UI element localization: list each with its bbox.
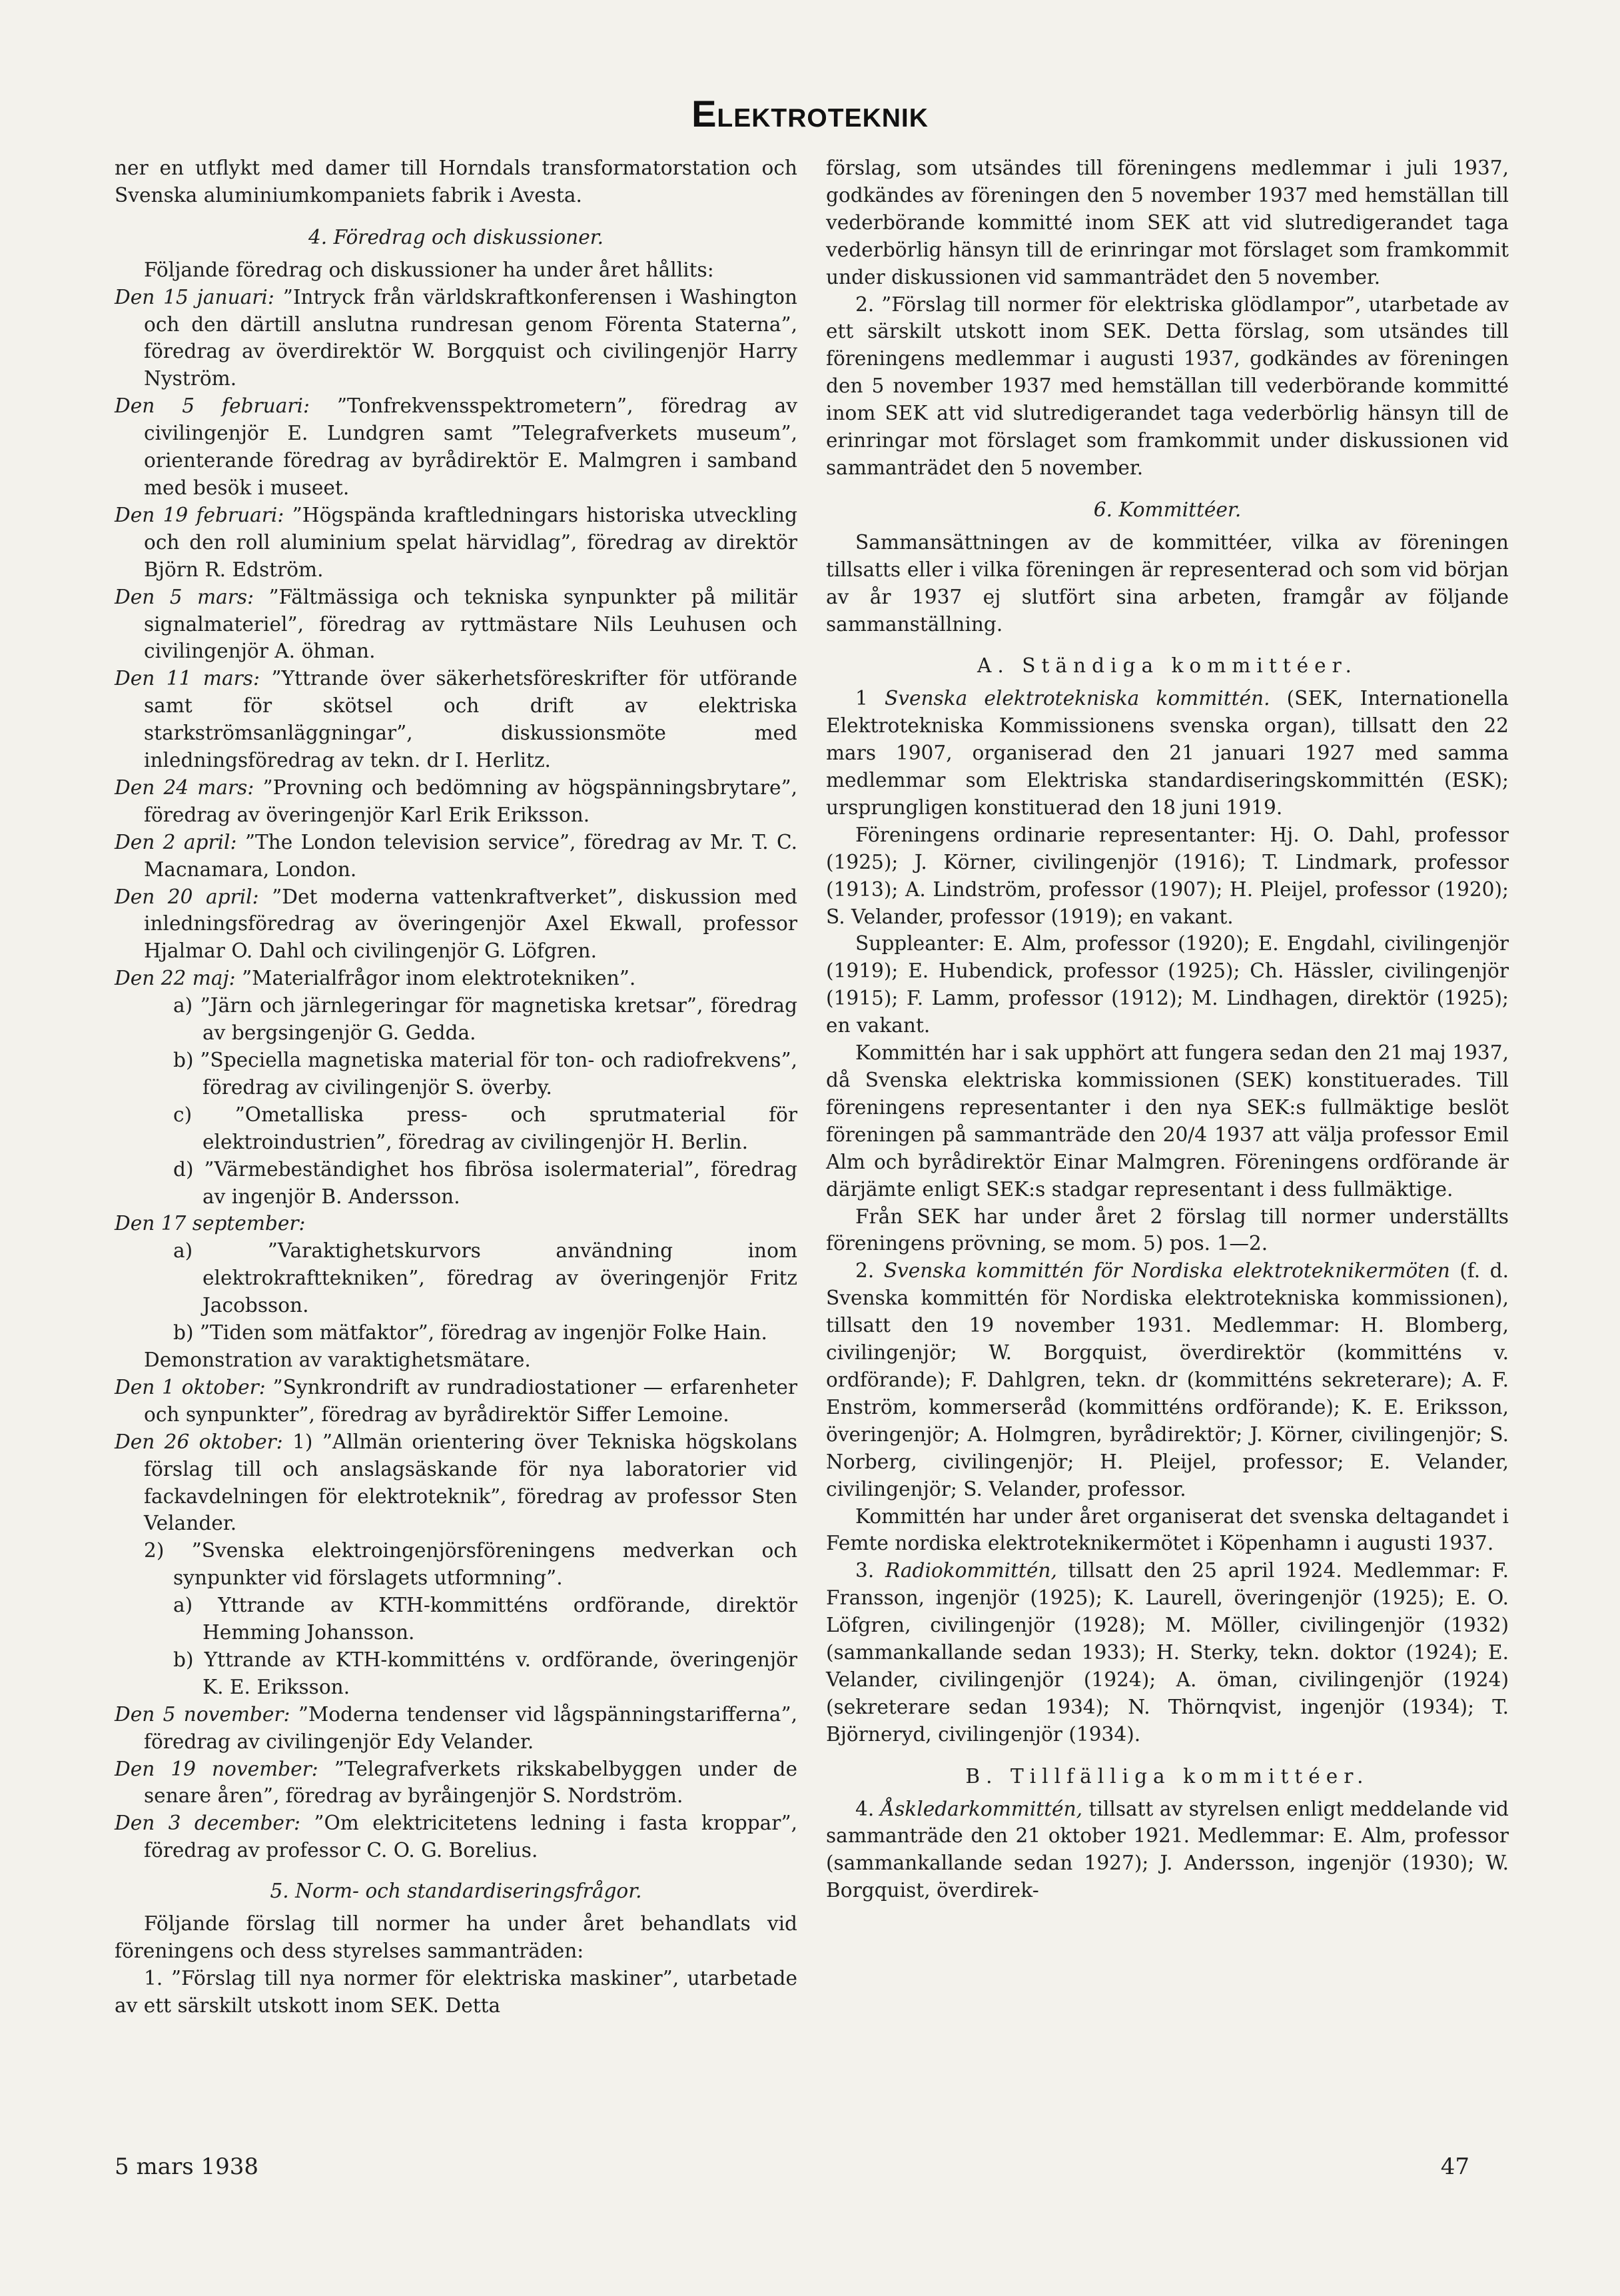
right-column-paragraph xyxy=(826,1257,1509,1502)
entry-text: ner en utflykt med damer till Horndals transformatorstation och Svenska aluminiumkompaniets fabrik i Avesta. xyxy=(115,157,797,207)
entry-text: Kommittén har i sak upphört att fungera sedan den 21 maj 1937, då Svenska elektriska kommissionen (SEK) konstituerades. Till föreningens representanter i den nya SEK:s fullmäktige beslöt föreningen på sammanträde den 20/4 1937 att välja professor Emil Alm och byrådirektör Einar Malmgren. Föreningens ordförande är därjämte enligt SEK:s stadgar representant i dess fullmäktige. xyxy=(826,1041,1509,1201)
left-column-paragraph xyxy=(115,1878,797,1905)
left-column-paragraph xyxy=(115,883,797,965)
entry-text: ”Intryck från världskraftkonferensen i Washington och den därtill anslutna rundresan genom Förenta Staterna”, föredrag av överdirektör W. Borgquist och civilingenjör Harry Nyström. xyxy=(144,285,797,390)
entry-text: 1. ”Förslag till nya normer för elektriska maskiner”, utarbetade av ett särskilt utskott inom SEK. Detta xyxy=(115,1966,797,2017)
entry-text: a) ”Järn och järnlegeringar för magnetiska kretsar”, föredrag av bergsingenjör G. Gedda. xyxy=(173,994,797,1045)
entry-label: Den 24 mars: xyxy=(115,776,254,799)
entry-text: ”Fältmässiga och tekniska synpunkter på militär signalmateriel”, föredrag av ryttmästare Nils Leuhusen och civilingenjör A. öhman. xyxy=(144,585,797,663)
page-number: 47 xyxy=(1440,2153,1469,2180)
left-column-paragraph xyxy=(115,502,797,584)
entry-text: Kommittén har under året organiserat det svenska deltagandet i Femte nordiska elektroteknikermötet i Köpenhamn i augusti 1937. xyxy=(826,1504,1509,1555)
right-column-paragraph xyxy=(826,1796,1509,1905)
entry-text: ”Det moderna vattenkraftverket”, diskussion med inledningsföredrag av överingenjör Axel Ekwall, professor Hjalmar O. Dahl och civilingenjör G. Löfgren. xyxy=(144,885,797,963)
left-column-paragraph xyxy=(115,1101,797,1156)
entry-text: 4. Föredrag och diskussioner. xyxy=(308,225,604,249)
left-column-paragraph xyxy=(115,155,797,209)
left-column-paragraph xyxy=(115,584,797,666)
entry-text: 2) ”Svenska elektroingenjörsföreningens medverkan och synpunkter vid förslagets utformning”. xyxy=(144,1539,797,1590)
left-column-paragraph xyxy=(115,1429,797,1538)
entry-label: Den 5 februari: xyxy=(115,394,310,418)
left-column-paragraph xyxy=(115,829,797,883)
right-column xyxy=(826,155,1509,1904)
entry-label: Svenska kommittén för Nordiska elektroteknikermöten xyxy=(883,1259,1450,1283)
left-column-paragraph xyxy=(115,665,797,774)
item-number: 1 xyxy=(855,687,885,710)
entry-text: förslag, som utsändes till föreningens medlemmar i juli 1937, godkändes av föreningen den 5 november 1937 med hemställan till vederbörande kommitté inom SEK att vid slutredigerandet taga vederbörlig hänsyn till de erinringar mot förslaget som framkommit under diskussionen vid sammanträdet den 5 november. xyxy=(826,157,1509,288)
entry-text: ”Provning och bedömning av högspänningsbrytare”, föredrag av överingenjör Karl Erik Eriksson. xyxy=(144,776,797,826)
entry-text: a) ”Varaktighetskurvors användning inom elektrokrafttekniken”, föredrag av överingenjör Fritz Jacobsson. xyxy=(173,1239,797,1317)
entry-label: Den 5 mars: xyxy=(115,585,254,608)
item-number: 4. xyxy=(855,1797,881,1820)
right-column-paragraph xyxy=(826,930,1509,1039)
entry-text: ”Högspända kraftledningars historiska utveckling och den roll aluminium spelat härvidlag”, föredrag av direktör Björn R. Edström. xyxy=(144,503,797,581)
entry-label: Den 11 mars: xyxy=(115,667,260,690)
entry-text: Sammansättningen av de kommittéer, vilka av föreningen tillsatts eller i vilka föreningen är representerad och som vid början av år 1937 ej slutfört sina arbeten, framgår av följande sammanställning. xyxy=(826,530,1509,636)
left-column-paragraph xyxy=(115,965,797,992)
entry-text: d) ”Värmebeständighet hos fibrösa isolermaterial”, föredrag av ingenjör B. Andersson. xyxy=(173,1157,797,1208)
entry-label: Den 5 november: xyxy=(115,1702,290,1726)
entry-text: tillsatt den 25 april 1924. Medlemmar: F. Fransson, ingenjör (1925); K. Laurell, överingenjör (1925); E. O. Löfgren, civilingenjör (1928); M. Möller, civilingenjör (1932) (sammankallande sedan 1933); H. Sterky, tekn. doktor (1924); E. Velander, civilingenjör (1924); A. öman, civilingenjör (1924) (sekreterare sedan 1934); N. Thörnqvist, ingenjör (1934); T. Björneryd, civilingenjör (1934). xyxy=(826,1559,1509,1746)
right-column-paragraph xyxy=(826,685,1509,822)
entry-text: ”The London television service”, föredrag av Mr. T. C. Macnamara, London. xyxy=(144,830,798,881)
right-column-paragraph xyxy=(826,155,1509,291)
entry-text: tillsatt av styrelsen enligt meddelande vid sammanträde den 21 oktober 1921. Medlemmar: E. Alm, professor (sammankallande sedan 1927); J. Andersson, ingenjör (1930); W. Borgquist, överdirek- xyxy=(826,1797,1509,1902)
entry-label: Den 17 september: xyxy=(115,1212,306,1235)
entry-text: Demonstration av varaktighetsmätare. xyxy=(144,1348,531,1371)
entry-text: A. Ständiga kommittéer. xyxy=(977,654,1358,678)
left-column-paragraph xyxy=(115,1237,797,1319)
right-column-paragraph xyxy=(826,496,1509,524)
item-number: 2. xyxy=(855,1259,884,1283)
entry-text: Följande föredrag och diskussioner ha under året hållits: xyxy=(144,258,714,281)
left-column-paragraph xyxy=(115,284,797,393)
left-column-paragraph xyxy=(115,1646,797,1701)
left-column-paragraph xyxy=(115,392,797,502)
entry-text: Följande förslag till normer ha under året behandlats vid föreningens och dess styrelses sammanträden: xyxy=(115,1912,797,1962)
item-number: 3. xyxy=(855,1559,885,1582)
right-column-paragraph xyxy=(826,822,1509,931)
right-column-paragraph xyxy=(826,652,1509,680)
left-column-paragraph xyxy=(115,224,797,251)
entry-label: Den 26 oktober: xyxy=(115,1430,283,1453)
left-column-paragraph xyxy=(115,1756,797,1810)
entry-text: ”Yttrande över säkerhetsföreskrifter för utförande samt för skötsel och drift av elektriska starkströmsanläggningar”, diskussionsmöte med inledningsföredrag av tekn. dr I. Herlitz. xyxy=(144,667,797,772)
left-column-paragraph xyxy=(115,1910,797,1965)
left-column-paragraph xyxy=(115,1374,797,1429)
left-column xyxy=(115,155,797,2019)
entry-text: ”Tonfrekvensspektrometern”, föredrag av civilingenjör E. Lundgren samt ”Telegrafverkets museum”, orienterande föredrag av byrådirektör E. Malmgren i samband med besök i museet. xyxy=(144,394,797,499)
entry-text: ”Synkrondrift av rundradiostationer — erfarenheter och synpunkter”, föredrag av byrådirektör Siffer Lemoine. xyxy=(144,1375,797,1426)
entry-text: b) ”Tiden som mätfaktor”, föredrag av ingenjör Folke Hain. xyxy=(173,1321,767,1345)
entry-label: Den 19 november: xyxy=(115,1757,318,1780)
entry-text: 6. Kommittéer. xyxy=(1093,498,1242,521)
entry-text: (SEK, Internationella Elektrotekniska Kommissionens svenska organ), tillsatt den 22 mars 1907, organiserad den 21 januari 1927 med samma medlemmar som Elektriska standardiseringskommittén (ESK); ursprungligen konstituerad den 18 juni 1919. xyxy=(826,687,1509,819)
left-column-paragraph xyxy=(115,774,797,829)
left-column-paragraph xyxy=(115,1810,797,1864)
right-column-paragraph xyxy=(826,1203,1509,1258)
entry-text: b) Yttrande av KTH-kommitténs v. ordförande, överingenjör K. E. Eriksson. xyxy=(173,1648,797,1698)
entry-text: Från SEK har under året 2 förslag till normer underställts föreningens prövning, se mom. 5) pos. 1—2. xyxy=(826,1205,1509,1255)
entry-text: c) ”Ometalliska press- och sprutmaterial för elektroindustrien”, föredrag av civilingenjör H. Berlin. xyxy=(173,1103,797,1153)
entry-text: 1) ”Allmän orientering över Tekniska högskolans förslag till och anslagsäskande för nya laboratorier vid fackavdelningen för elektroteknik”, föredrag av professor Sten Velander. xyxy=(144,1430,797,1535)
entry-label: Svenska elektrotekniska kommittén. xyxy=(884,687,1270,710)
entry-label: Radiokommittén, xyxy=(885,1559,1057,1582)
left-column-paragraph xyxy=(115,1592,797,1646)
right-column-paragraph xyxy=(826,1503,1509,1558)
entry-text: (f. d. Svenska kommittén för Nordiska elektrotekniska kommissionen), tillsatt den 19 november 1931. Medlemmar: H. Blomberg, civilingenjör; W. Borgquist, överdirektör (kommitténs v. ordförande); F. Dahlgren, tekn. dr (kommitténs sekreterare); A. F. Enström, kommerseråd (kommitténs ordförande); K. E. Eriksson, överingenjör; A. Holmgren, byrådirektör; J. Körner, civilingenjör; S. Norberg, civilingenjör; H. Pleijel, professor; E. Velander, civilingenjör; S. Velander, professor. xyxy=(826,1259,1509,1500)
entry-text: Föreningens ordinarie representanter: Hj. O. Dahl, professor (1925); J. Körner, civilingenjör (1916); T. Lindmark, professor (1913); A. Lindström, professor (1907); H. Pleijel, professor (1920); S. Velander, professor (1919); en vakant. xyxy=(826,823,1509,928)
left-column-paragraph xyxy=(115,1965,797,2019)
footer-date-text: 5 mars 1938 xyxy=(115,2153,258,2180)
entry-text: a) Yttrande av KTH-kommitténs ordförande, direktör Hemming Johansson. xyxy=(173,1594,797,1644)
footer-date xyxy=(115,2153,258,2180)
entry-text: ”Telegrafverkets rikskabelbyggen under de senare åren”, föredrag av byråingenjör S. Nordström. xyxy=(144,1757,797,1808)
entry-text: ”Materialfrågor inom elektrotekniken”. xyxy=(235,967,636,990)
entry-text: ”Moderna tendenser vid lågspänningstarifferna”, föredrag av civilingenjör Edy Velander. xyxy=(144,1702,797,1753)
entry-label: Den 20 april: xyxy=(115,885,259,908)
entry-label: Åskledarkommittén, xyxy=(880,1797,1083,1820)
left-column-paragraph xyxy=(115,1156,797,1211)
entry-label: Den 15 januari: xyxy=(115,285,274,308)
right-column-paragraph xyxy=(826,1763,1509,1790)
left-column-paragraph xyxy=(115,1319,797,1347)
left-column-paragraph xyxy=(115,1047,797,1101)
entry-label: Den 2 april: xyxy=(115,830,237,854)
entry-label: Den 1 oktober: xyxy=(115,1375,266,1399)
entry-label: Den 22 maj: xyxy=(115,967,236,990)
left-column-paragraph xyxy=(115,1537,797,1592)
left-column-paragraph xyxy=(115,257,797,284)
running-head: Elektroteknik xyxy=(691,93,929,135)
right-column-paragraph xyxy=(826,291,1509,482)
entry-text: 5. Norm- och standardiseringsfrågor. xyxy=(270,1880,642,1903)
left-column-paragraph xyxy=(115,1347,797,1374)
right-column-paragraph xyxy=(826,1557,1509,1748)
entry-text: Suppleanter: E. Alm, professor (1920); E. Engdahl, civilingenjör (1919); E. Hubendick, professor (1925); Ch. Hässler, civilingenjör (1915); F. Lamm, professor (1912); M. Lindhagen, direktör (1925); en vakant. xyxy=(826,932,1509,1037)
left-column-paragraph xyxy=(115,992,797,1047)
left-column-paragraph xyxy=(115,1210,797,1237)
entry-label: Den 3 december: xyxy=(115,1812,301,1835)
entry-text: b) ”Speciella magnetiska material för ton- och radiofrekvens”, föredrag av civilingenjör S. överby. xyxy=(173,1049,797,1099)
entry-text: 2. ”Förslag till normer för elektriska glödlampor”, utarbetade av ett särskilt utskott inom SEK. Detta förslag, som utsändes till föreningens medlemmar i augusti 1937, godkändes av föreningen den 5 november 1937 med hemställan till vederbörande kommitté inom SEK att vid slutredigerandet taga vederbörlig hänsyn till de erinringar mot förslaget som framkommit under diskussionen vid sammanträdet den 5 november. xyxy=(826,292,1509,479)
right-column-paragraph xyxy=(826,1039,1509,1203)
right-column-paragraph xyxy=(826,529,1509,638)
entry-label: Den 19 februari: xyxy=(115,503,284,526)
left-column-paragraph xyxy=(115,1701,797,1756)
entry-text: ”Om elektricitetens ledning i fasta kroppar”, föredrag av professor C. O. G. Borelius. xyxy=(144,1812,797,1862)
entry-text: B. Tillfälliga kommittéer. xyxy=(965,1764,1370,1788)
